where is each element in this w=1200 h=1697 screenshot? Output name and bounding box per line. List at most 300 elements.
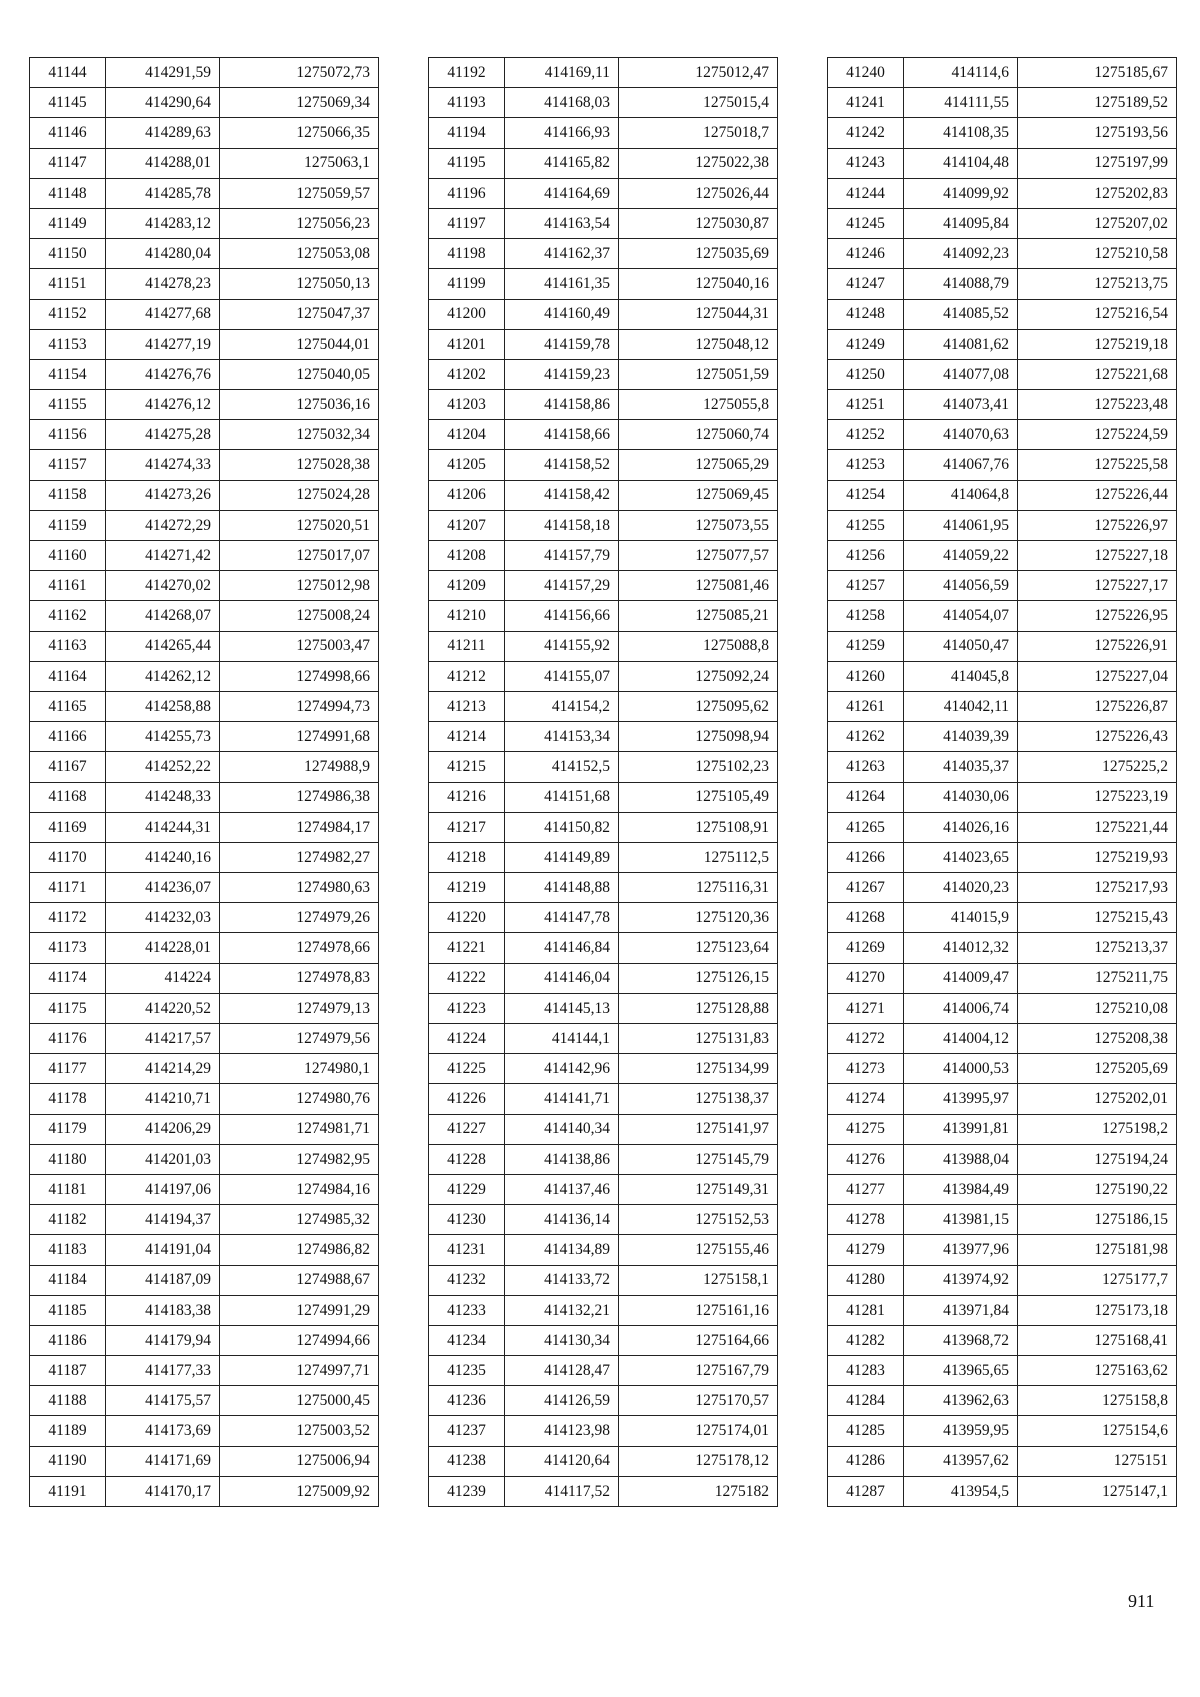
x-coordinate-cell: 414137,46 xyxy=(505,1174,619,1204)
table-row xyxy=(429,1295,778,1325)
y-coordinate-cell: 1275051,59 xyxy=(619,359,778,389)
y-coordinate-cell: 1275073,55 xyxy=(619,510,778,540)
point-number-cell: 41279 xyxy=(828,1235,904,1265)
x-coordinate-cell: 414252,22 xyxy=(106,752,220,782)
point-number-cell: 41163 xyxy=(30,631,106,661)
y-coordinate-cell: 1275224,59 xyxy=(1018,420,1177,450)
x-coordinate-cell: 414170,17 xyxy=(106,1476,220,1506)
point-number-cell: 41185 xyxy=(30,1295,106,1325)
y-coordinate-cell: 1275072,73 xyxy=(220,58,379,88)
table-row xyxy=(30,1356,379,1386)
x-coordinate-cell: 414277,19 xyxy=(106,329,220,359)
table-row xyxy=(828,1024,1177,1054)
y-coordinate-cell: 1275066,35 xyxy=(220,118,379,148)
point-number-cell: 41221 xyxy=(429,933,505,963)
table-row xyxy=(429,118,778,148)
x-coordinate-cell: 414271,42 xyxy=(106,541,220,571)
point-number-cell: 41202 xyxy=(429,359,505,389)
table-row xyxy=(30,903,379,933)
point-number-cell: 41237 xyxy=(429,1416,505,1446)
point-number-cell: 41267 xyxy=(828,873,904,903)
y-coordinate-cell: 1275126,15 xyxy=(619,963,778,993)
y-coordinate-cell: 1275012,98 xyxy=(220,571,379,601)
x-coordinate-cell: 414228,01 xyxy=(106,933,220,963)
point-number-cell: 41227 xyxy=(429,1114,505,1144)
x-coordinate-cell: 414258,88 xyxy=(106,691,220,721)
x-coordinate-cell: 413988,04 xyxy=(904,1144,1018,1174)
table-row xyxy=(828,118,1177,148)
x-coordinate-cell: 414265,44 xyxy=(106,631,220,661)
x-coordinate-cell: 414268,07 xyxy=(106,601,220,631)
table-row xyxy=(429,510,778,540)
x-coordinate-cell: 414166,93 xyxy=(505,118,619,148)
point-number-cell: 41189 xyxy=(30,1416,106,1446)
table-row xyxy=(30,1024,379,1054)
point-number-cell: 41272 xyxy=(828,1024,904,1054)
x-coordinate-cell: 414169,11 xyxy=(505,58,619,88)
y-coordinate-cell: 1275226,43 xyxy=(1018,722,1177,752)
table-row xyxy=(429,1084,778,1114)
table-row xyxy=(429,963,778,993)
point-number-cell: 41233 xyxy=(429,1295,505,1325)
y-coordinate-cell: 1275088,8 xyxy=(619,631,778,661)
x-coordinate-cell: 413965,65 xyxy=(904,1356,1018,1386)
x-coordinate-cell: 413959,95 xyxy=(904,1416,1018,1446)
point-number-cell: 41222 xyxy=(429,963,505,993)
point-number-cell: 41170 xyxy=(30,842,106,872)
x-coordinate-cell: 414128,47 xyxy=(505,1356,619,1386)
x-coordinate-cell: 414054,07 xyxy=(904,601,1018,631)
point-number-cell: 41232 xyxy=(429,1265,505,1295)
point-number-cell: 41154 xyxy=(30,359,106,389)
table-row xyxy=(30,329,379,359)
table-row xyxy=(429,178,778,208)
point-number-cell: 41157 xyxy=(30,450,106,480)
x-coordinate-cell: 414173,69 xyxy=(106,1416,220,1446)
x-coordinate-cell: 414159,78 xyxy=(505,329,619,359)
x-coordinate-cell: 414138,86 xyxy=(505,1144,619,1174)
x-coordinate-cell: 414120,64 xyxy=(505,1446,619,1476)
point-number-cell: 41152 xyxy=(30,299,106,329)
y-coordinate-cell: 1274988,9 xyxy=(220,752,379,782)
x-coordinate-cell: 414039,39 xyxy=(904,722,1018,752)
point-number-cell: 41176 xyxy=(30,1024,106,1054)
x-coordinate-cell: 414270,02 xyxy=(106,571,220,601)
y-coordinate-cell: 1275028,38 xyxy=(220,450,379,480)
point-number-cell: 41240 xyxy=(828,58,904,88)
x-coordinate-cell: 414248,33 xyxy=(106,782,220,812)
y-coordinate-cell: 1275163,62 xyxy=(1018,1356,1177,1386)
y-coordinate-cell: 1275194,24 xyxy=(1018,1144,1177,1174)
y-coordinate-cell: 1275167,79 xyxy=(619,1356,778,1386)
x-coordinate-cell: 414158,86 xyxy=(505,390,619,420)
point-number-cell: 41160 xyxy=(30,541,106,571)
table-row xyxy=(429,752,778,782)
y-coordinate-cell: 1275223,19 xyxy=(1018,782,1177,812)
y-coordinate-cell: 1274984,17 xyxy=(220,812,379,842)
x-coordinate-cell: 413977,96 xyxy=(904,1235,1018,1265)
point-number-cell: 41252 xyxy=(828,420,904,450)
table-row xyxy=(828,510,1177,540)
x-coordinate-cell: 414224 xyxy=(106,963,220,993)
point-number-cell: 41266 xyxy=(828,842,904,872)
point-number-cell: 41218 xyxy=(429,842,505,872)
point-number-cell: 41191 xyxy=(30,1476,106,1506)
point-number-cell: 41215 xyxy=(429,752,505,782)
x-coordinate-cell: 414210,71 xyxy=(106,1084,220,1114)
y-coordinate-cell: 1275152,53 xyxy=(619,1205,778,1235)
y-coordinate-cell: 1275085,21 xyxy=(619,601,778,631)
point-number-cell: 41280 xyxy=(828,1265,904,1295)
point-number-cell: 41224 xyxy=(429,1024,505,1054)
table-row xyxy=(429,842,778,872)
table-row xyxy=(828,390,1177,420)
y-coordinate-cell: 1275227,17 xyxy=(1018,571,1177,601)
x-coordinate-cell: 414134,89 xyxy=(505,1235,619,1265)
x-coordinate-cell: 414191,04 xyxy=(106,1235,220,1265)
x-coordinate-cell: 414289,63 xyxy=(106,118,220,148)
y-coordinate-cell: 1275202,01 xyxy=(1018,1084,1177,1114)
y-coordinate-cell: 1275189,52 xyxy=(1018,88,1177,118)
table-row xyxy=(429,1144,778,1174)
y-coordinate-cell: 1274979,56 xyxy=(220,1024,379,1054)
table-row xyxy=(429,903,778,933)
x-coordinate-cell: 414088,79 xyxy=(904,269,1018,299)
table-row xyxy=(828,1144,1177,1174)
point-number-cell: 41245 xyxy=(828,208,904,238)
point-number-cell: 41171 xyxy=(30,873,106,903)
point-number-cell: 41194 xyxy=(429,118,505,148)
table-row xyxy=(828,420,1177,450)
x-coordinate-cell: 414035,37 xyxy=(904,752,1018,782)
y-coordinate-cell: 1275217,93 xyxy=(1018,873,1177,903)
point-number-cell: 41168 xyxy=(30,782,106,812)
y-coordinate-cell: 1275226,44 xyxy=(1018,480,1177,510)
point-number-cell: 41150 xyxy=(30,239,106,269)
table-row xyxy=(30,178,379,208)
table-row xyxy=(30,722,379,752)
table-row xyxy=(828,993,1177,1023)
x-coordinate-cell: 414015,9 xyxy=(904,903,1018,933)
y-coordinate-cell: 1275050,13 xyxy=(220,269,379,299)
y-coordinate-cell: 1275035,69 xyxy=(619,239,778,269)
y-coordinate-cell: 1274981,71 xyxy=(220,1114,379,1144)
x-coordinate-cell: 414220,52 xyxy=(106,993,220,1023)
y-coordinate-cell: 1275017,07 xyxy=(220,541,379,571)
x-coordinate-cell: 414158,52 xyxy=(505,450,619,480)
x-coordinate-cell: 414085,52 xyxy=(904,299,1018,329)
point-number-cell: 41172 xyxy=(30,903,106,933)
table-row xyxy=(429,1205,778,1235)
point-number-cell: 41180 xyxy=(30,1144,106,1174)
point-number-cell: 41178 xyxy=(30,1084,106,1114)
point-number-cell: 41182 xyxy=(30,1205,106,1235)
x-coordinate-cell: 414095,84 xyxy=(904,208,1018,238)
x-coordinate-cell: 413954,5 xyxy=(904,1476,1018,1506)
point-number-cell: 41197 xyxy=(429,208,505,238)
point-number-cell: 41251 xyxy=(828,390,904,420)
page-number: 911 xyxy=(1128,1591,1155,1611)
y-coordinate-cell: 1275164,66 xyxy=(619,1325,778,1355)
x-coordinate-cell: 414275,28 xyxy=(106,420,220,450)
x-coordinate-cell: 414277,68 xyxy=(106,299,220,329)
table-row xyxy=(429,933,778,963)
table-row xyxy=(828,691,1177,721)
y-coordinate-cell: 1275015,4 xyxy=(619,88,778,118)
table-row xyxy=(828,1084,1177,1114)
table-row xyxy=(828,1265,1177,1295)
x-coordinate-cell: 414059,22 xyxy=(904,541,1018,571)
table-row xyxy=(828,148,1177,178)
point-number-cell: 41217 xyxy=(429,812,505,842)
y-coordinate-cell: 1275003,47 xyxy=(220,631,379,661)
table-row xyxy=(30,1054,379,1084)
point-number-cell: 41173 xyxy=(30,933,106,963)
point-number-cell: 41144 xyxy=(30,58,106,88)
x-coordinate-cell: 414146,84 xyxy=(505,933,619,963)
y-coordinate-cell: 1275211,75 xyxy=(1018,963,1177,993)
table-row xyxy=(30,1265,379,1295)
point-number-cell: 41244 xyxy=(828,178,904,208)
coordinate-table-1 xyxy=(29,57,379,1507)
y-coordinate-cell: 1275186,15 xyxy=(1018,1205,1177,1235)
point-number-cell: 41286 xyxy=(828,1446,904,1476)
point-number-cell: 41287 xyxy=(828,1476,904,1506)
x-coordinate-cell: 414163,54 xyxy=(505,208,619,238)
y-coordinate-cell: 1275185,67 xyxy=(1018,58,1177,88)
point-number-cell: 41230 xyxy=(429,1205,505,1235)
point-number-cell: 41271 xyxy=(828,993,904,1023)
table-row xyxy=(828,1416,1177,1446)
y-coordinate-cell: 1275207,02 xyxy=(1018,208,1177,238)
x-coordinate-cell: 414114,6 xyxy=(904,58,1018,88)
table-row xyxy=(30,299,379,329)
point-number-cell: 41193 xyxy=(429,88,505,118)
x-coordinate-cell: 414009,47 xyxy=(904,963,1018,993)
point-number-cell: 41153 xyxy=(30,329,106,359)
table-row xyxy=(828,450,1177,480)
table-row xyxy=(429,420,778,450)
point-number-cell: 41269 xyxy=(828,933,904,963)
table-row xyxy=(828,963,1177,993)
y-coordinate-cell: 1275141,97 xyxy=(619,1114,778,1144)
table-row xyxy=(429,1265,778,1295)
table-row xyxy=(429,1386,778,1416)
x-coordinate-cell: 414157,29 xyxy=(505,571,619,601)
y-coordinate-cell: 1275044,31 xyxy=(619,299,778,329)
table-row xyxy=(429,571,778,601)
x-coordinate-cell: 414004,12 xyxy=(904,1024,1018,1054)
table-row xyxy=(828,1446,1177,1476)
x-coordinate-cell: 414288,01 xyxy=(106,148,220,178)
point-number-cell: 41156 xyxy=(30,420,106,450)
y-coordinate-cell: 1275055,8 xyxy=(619,390,778,420)
table-row xyxy=(429,88,778,118)
x-coordinate-cell: 413968,72 xyxy=(904,1325,1018,1355)
table-row xyxy=(30,631,379,661)
table-row xyxy=(429,1114,778,1144)
table-row xyxy=(429,329,778,359)
y-coordinate-cell: 1274994,73 xyxy=(220,691,379,721)
x-coordinate-cell: 414291,59 xyxy=(106,58,220,88)
y-coordinate-cell: 1275210,58 xyxy=(1018,239,1177,269)
point-number-cell: 41243 xyxy=(828,148,904,178)
table-row xyxy=(30,88,379,118)
point-number-cell: 41175 xyxy=(30,993,106,1023)
x-coordinate-cell: 414290,64 xyxy=(106,88,220,118)
y-coordinate-cell: 1275102,23 xyxy=(619,752,778,782)
point-number-cell: 41196 xyxy=(429,178,505,208)
table-row xyxy=(429,1054,778,1084)
coordinate-table-3 xyxy=(827,57,1177,1507)
x-coordinate-cell: 414177,33 xyxy=(106,1356,220,1386)
y-coordinate-cell: 1275056,23 xyxy=(220,208,379,238)
point-number-cell: 41254 xyxy=(828,480,904,510)
y-coordinate-cell: 1274979,26 xyxy=(220,903,379,933)
y-coordinate-cell: 1274980,63 xyxy=(220,873,379,903)
x-coordinate-cell: 414099,92 xyxy=(904,178,1018,208)
x-coordinate-cell: 414149,89 xyxy=(505,842,619,872)
x-coordinate-cell: 414232,03 xyxy=(106,903,220,933)
point-number-cell: 41285 xyxy=(828,1416,904,1446)
y-coordinate-cell: 1275108,91 xyxy=(619,812,778,842)
table-row xyxy=(828,1356,1177,1386)
x-coordinate-cell: 414276,12 xyxy=(106,390,220,420)
x-coordinate-cell: 414160,49 xyxy=(505,299,619,329)
y-coordinate-cell: 1274980,1 xyxy=(220,1054,379,1084)
point-number-cell: 41258 xyxy=(828,601,904,631)
table-row xyxy=(30,1084,379,1114)
x-coordinate-cell: 414150,82 xyxy=(505,812,619,842)
x-coordinate-cell: 413995,97 xyxy=(904,1084,1018,1114)
y-coordinate-cell: 1275219,93 xyxy=(1018,842,1177,872)
x-coordinate-cell: 414262,12 xyxy=(106,661,220,691)
x-coordinate-cell: 414278,23 xyxy=(106,269,220,299)
point-number-cell: 41213 xyxy=(429,691,505,721)
x-coordinate-cell: 414156,66 xyxy=(505,601,619,631)
table-row xyxy=(828,269,1177,299)
point-number-cell: 41235 xyxy=(429,1356,505,1386)
x-coordinate-cell: 414123,98 xyxy=(505,1416,619,1446)
table-row xyxy=(828,480,1177,510)
table-row xyxy=(30,208,379,238)
point-number-cell: 41145 xyxy=(30,88,106,118)
x-coordinate-cell: 414157,79 xyxy=(505,541,619,571)
table-row xyxy=(429,269,778,299)
point-number-cell: 41200 xyxy=(429,299,505,329)
point-number-cell: 41228 xyxy=(429,1144,505,1174)
table-row xyxy=(30,1235,379,1265)
y-coordinate-cell: 1274991,29 xyxy=(220,1295,379,1325)
y-coordinate-cell: 1275174,01 xyxy=(619,1416,778,1446)
y-coordinate-cell: 1275178,12 xyxy=(619,1446,778,1476)
x-coordinate-cell: 414126,59 xyxy=(505,1386,619,1416)
y-coordinate-cell: 1275173,18 xyxy=(1018,1295,1177,1325)
y-coordinate-cell: 1274994,66 xyxy=(220,1325,379,1355)
table-row xyxy=(429,58,778,88)
table-row xyxy=(828,1174,1177,1204)
point-number-cell: 41198 xyxy=(429,239,505,269)
table-row xyxy=(429,390,778,420)
x-coordinate-cell: 414244,31 xyxy=(106,812,220,842)
x-coordinate-cell: 414197,06 xyxy=(106,1174,220,1204)
point-number-cell: 41256 xyxy=(828,541,904,571)
y-coordinate-cell: 1275227,18 xyxy=(1018,541,1177,571)
table-row xyxy=(429,359,778,389)
point-number-cell: 41179 xyxy=(30,1114,106,1144)
y-coordinate-cell: 1275197,99 xyxy=(1018,148,1177,178)
y-coordinate-cell: 1274986,82 xyxy=(220,1235,379,1265)
y-coordinate-cell: 1275227,04 xyxy=(1018,661,1177,691)
table-row xyxy=(828,812,1177,842)
x-coordinate-cell: 413974,92 xyxy=(904,1265,1018,1295)
point-number-cell: 41264 xyxy=(828,782,904,812)
y-coordinate-cell: 1275210,08 xyxy=(1018,993,1177,1023)
point-number-cell: 41282 xyxy=(828,1325,904,1355)
x-coordinate-cell: 414285,78 xyxy=(106,178,220,208)
table-row xyxy=(828,299,1177,329)
x-coordinate-cell: 414064,8 xyxy=(904,480,1018,510)
point-number-cell: 41246 xyxy=(828,239,904,269)
table-row xyxy=(828,88,1177,118)
table-row xyxy=(828,661,1177,691)
x-coordinate-cell: 414140,34 xyxy=(505,1114,619,1144)
point-number-cell: 41181 xyxy=(30,1174,106,1204)
table-row xyxy=(828,208,1177,238)
point-number-cell: 41208 xyxy=(429,541,505,571)
y-coordinate-cell: 1275161,16 xyxy=(619,1295,778,1325)
x-coordinate-cell: 414151,68 xyxy=(505,782,619,812)
point-number-cell: 41262 xyxy=(828,722,904,752)
table-row xyxy=(30,510,379,540)
point-number-cell: 41234 xyxy=(429,1325,505,1355)
y-coordinate-cell: 1275077,57 xyxy=(619,541,778,571)
y-coordinate-cell: 1275123,64 xyxy=(619,933,778,963)
y-coordinate-cell: 1275149,31 xyxy=(619,1174,778,1204)
x-coordinate-cell: 414073,41 xyxy=(904,390,1018,420)
table-row xyxy=(429,782,778,812)
y-coordinate-cell: 1274998,66 xyxy=(220,661,379,691)
table-row xyxy=(429,601,778,631)
x-coordinate-cell: 413991,81 xyxy=(904,1114,1018,1144)
x-coordinate-cell: 414161,35 xyxy=(505,269,619,299)
point-number-cell: 41273 xyxy=(828,1054,904,1084)
table-row xyxy=(30,480,379,510)
table-row xyxy=(429,299,778,329)
table-row xyxy=(30,782,379,812)
x-coordinate-cell: 414158,42 xyxy=(505,480,619,510)
x-coordinate-cell: 414175,57 xyxy=(106,1386,220,1416)
y-coordinate-cell: 1275044,01 xyxy=(220,329,379,359)
table-row xyxy=(828,58,1177,88)
y-coordinate-cell: 1274982,95 xyxy=(220,1144,379,1174)
table-row xyxy=(429,148,778,178)
y-coordinate-cell: 1275221,44 xyxy=(1018,812,1177,842)
table-row xyxy=(30,752,379,782)
x-coordinate-cell: 413981,15 xyxy=(904,1205,1018,1235)
coordinate-table-2 xyxy=(428,57,778,1507)
x-coordinate-cell: 414104,48 xyxy=(904,148,1018,178)
point-number-cell: 41195 xyxy=(429,148,505,178)
y-coordinate-cell: 1275081,46 xyxy=(619,571,778,601)
point-number-cell: 41211 xyxy=(429,631,505,661)
x-coordinate-cell: 414183,38 xyxy=(106,1295,220,1325)
table-row xyxy=(429,661,778,691)
x-coordinate-cell: 414194,37 xyxy=(106,1205,220,1235)
y-coordinate-cell: 1275063,1 xyxy=(220,148,379,178)
table-row xyxy=(828,1114,1177,1144)
y-coordinate-cell: 1275008,24 xyxy=(220,601,379,631)
